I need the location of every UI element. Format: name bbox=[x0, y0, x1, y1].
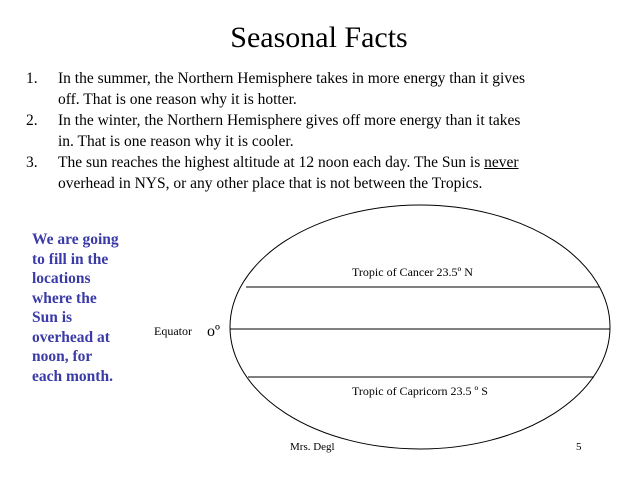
earth-outline bbox=[230, 205, 610, 449]
fact-number: 3. bbox=[26, 154, 38, 171]
side-note-line: locations bbox=[32, 270, 91, 287]
fact-number: 2. bbox=[26, 112, 38, 129]
tropic-of-cancer-label: Tropic of Cancer 23.5º N bbox=[352, 265, 473, 279]
side-note-line: Sun is bbox=[32, 309, 73, 326]
side-note-line: We are going bbox=[32, 231, 119, 248]
footer-author: Mrs. Degl bbox=[290, 441, 335, 453]
fact-line: overhead in NYS, or any other place that is not between the Tropics. bbox=[58, 175, 483, 192]
page-number: 5 bbox=[576, 441, 582, 453]
fact-text: The sun reaches the highest altitude at 12 noon each day. The Sun is bbox=[58, 154, 485, 171]
fact-line: In the summer, the Northern Hemisphere takes in more energy than it gives bbox=[58, 70, 525, 87]
side-note-line: overhead at bbox=[32, 328, 110, 346]
side-note-line: each month. bbox=[32, 367, 113, 385]
fact-line: in. That is one reason why it is cooler. bbox=[58, 133, 294, 150]
side-note-line: to fill in the bbox=[32, 250, 109, 268]
fact-line: In the winter, the Northern Hemisphere gives off more energy than it takes bbox=[58, 112, 521, 129]
side-note-line: noon, for bbox=[32, 348, 93, 365]
fact-line: off. That is one reason why it is hotter. bbox=[58, 91, 297, 108]
tropic-of-capricorn-label: Tropic of Capricorn 23.5 º S bbox=[352, 384, 488, 398]
fact-number: 1. bbox=[26, 70, 38, 87]
side-note-line: where the bbox=[32, 289, 97, 307]
emphasis-never: never bbox=[484, 154, 519, 171]
equator-label: Equator bbox=[154, 324, 192, 338]
equator-degree-label: oº bbox=[207, 323, 220, 340]
slide-title: Seasonal Facts bbox=[230, 21, 408, 54]
